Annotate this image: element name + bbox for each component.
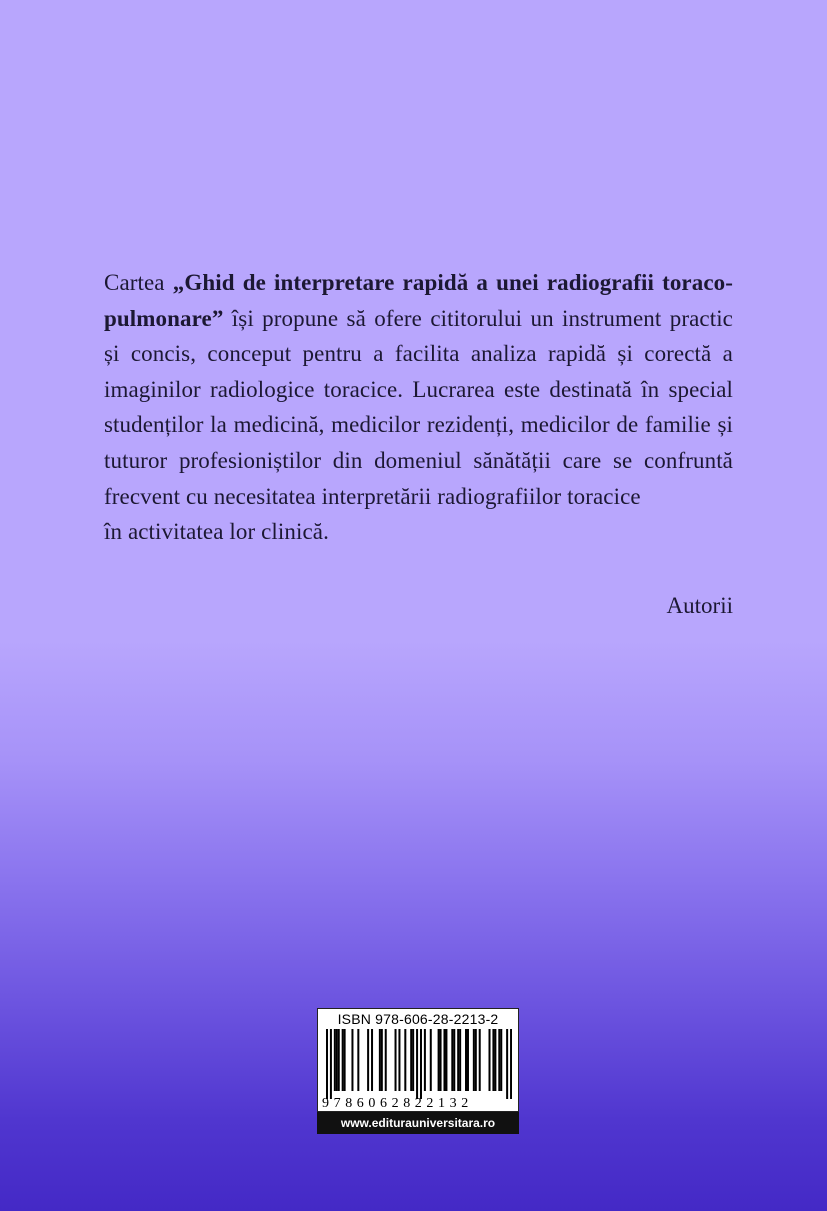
barcode-bar xyxy=(424,1029,426,1091)
barcode-bar xyxy=(416,1029,418,1099)
barcode-bar xyxy=(492,1029,494,1091)
isbn-label: ISBN 978-606-28-2213-2 xyxy=(337,1011,499,1027)
barcode-bar xyxy=(342,1029,344,1091)
back-cover-blurb xyxy=(104,265,733,550)
barcode-bar xyxy=(498,1029,500,1091)
barcode-bar xyxy=(338,1029,340,1091)
book-title: „Ghid de interpretare rapidă a unei radiografii toraco-pulmonare” xyxy=(104,270,733,331)
barcode-bar xyxy=(395,1029,397,1091)
barcode-bar xyxy=(473,1029,475,1091)
barcode-bar xyxy=(326,1029,328,1099)
barcode-bar xyxy=(494,1029,496,1091)
barcode-bar xyxy=(336,1029,338,1091)
barcode-bar xyxy=(475,1029,477,1091)
barcode-bar xyxy=(465,1029,467,1091)
barcode-bar xyxy=(506,1029,508,1099)
barcode-bars xyxy=(326,1029,512,1099)
barcode-bar xyxy=(367,1029,369,1091)
barcode-bar xyxy=(410,1029,412,1091)
barcode-bar xyxy=(457,1029,459,1091)
barcode-bar xyxy=(330,1029,332,1099)
barcode-bar xyxy=(344,1029,346,1091)
barcode-bar xyxy=(412,1029,414,1091)
barcode-bar xyxy=(334,1029,336,1091)
barcode-bar xyxy=(379,1029,381,1091)
signature-authors: Autorii xyxy=(666,593,733,618)
barcode-bar xyxy=(510,1029,512,1099)
barcode-bar xyxy=(357,1029,359,1091)
barcode-bar xyxy=(385,1029,387,1091)
ean-digits: 9786062822132 xyxy=(322,1096,473,1111)
barcode-bar xyxy=(438,1029,440,1091)
blurb-intro: Cartea xyxy=(104,270,173,295)
barcode-bar xyxy=(351,1029,353,1091)
barcode-bar xyxy=(445,1029,447,1091)
barcode-bar xyxy=(500,1029,502,1091)
barcode-bar xyxy=(398,1029,400,1091)
barcode-bar xyxy=(404,1029,406,1091)
barcode-bar xyxy=(451,1029,453,1091)
barcode-bar xyxy=(430,1029,432,1091)
barcode-bar xyxy=(479,1029,481,1091)
barcode-bar xyxy=(371,1029,373,1091)
barcode-bar xyxy=(459,1029,461,1091)
barcode-bar xyxy=(467,1029,469,1091)
barcode-bar xyxy=(381,1029,383,1091)
blurb-paragraph xyxy=(104,265,733,514)
barcode-bar xyxy=(489,1029,491,1091)
barcode-bar xyxy=(420,1029,422,1099)
barcode-bar xyxy=(443,1029,445,1091)
publisher-website: www.editurauniversitara.ro xyxy=(317,1112,519,1134)
isbn-barcode xyxy=(317,1008,519,1112)
blurb-body: își propune să ofere cititorului un instrument practic și concis, conceput pentru a facilita analiza rapidă și corectă a imaginilor radiologice toracice. Lucrarea este destinată în special studenților la medicină, medicilor rezidenți, medicilor de familie și tuturor profesioniștilor din domeniul sănătății care se confruntă frecvent cu necesitatea interpretării radiografiilor toracice xyxy=(104,305,733,509)
blurb-last-line: în activitatea lor clinică. xyxy=(104,519,329,545)
barcode-bar xyxy=(440,1029,442,1091)
barcode-bar xyxy=(453,1029,455,1091)
